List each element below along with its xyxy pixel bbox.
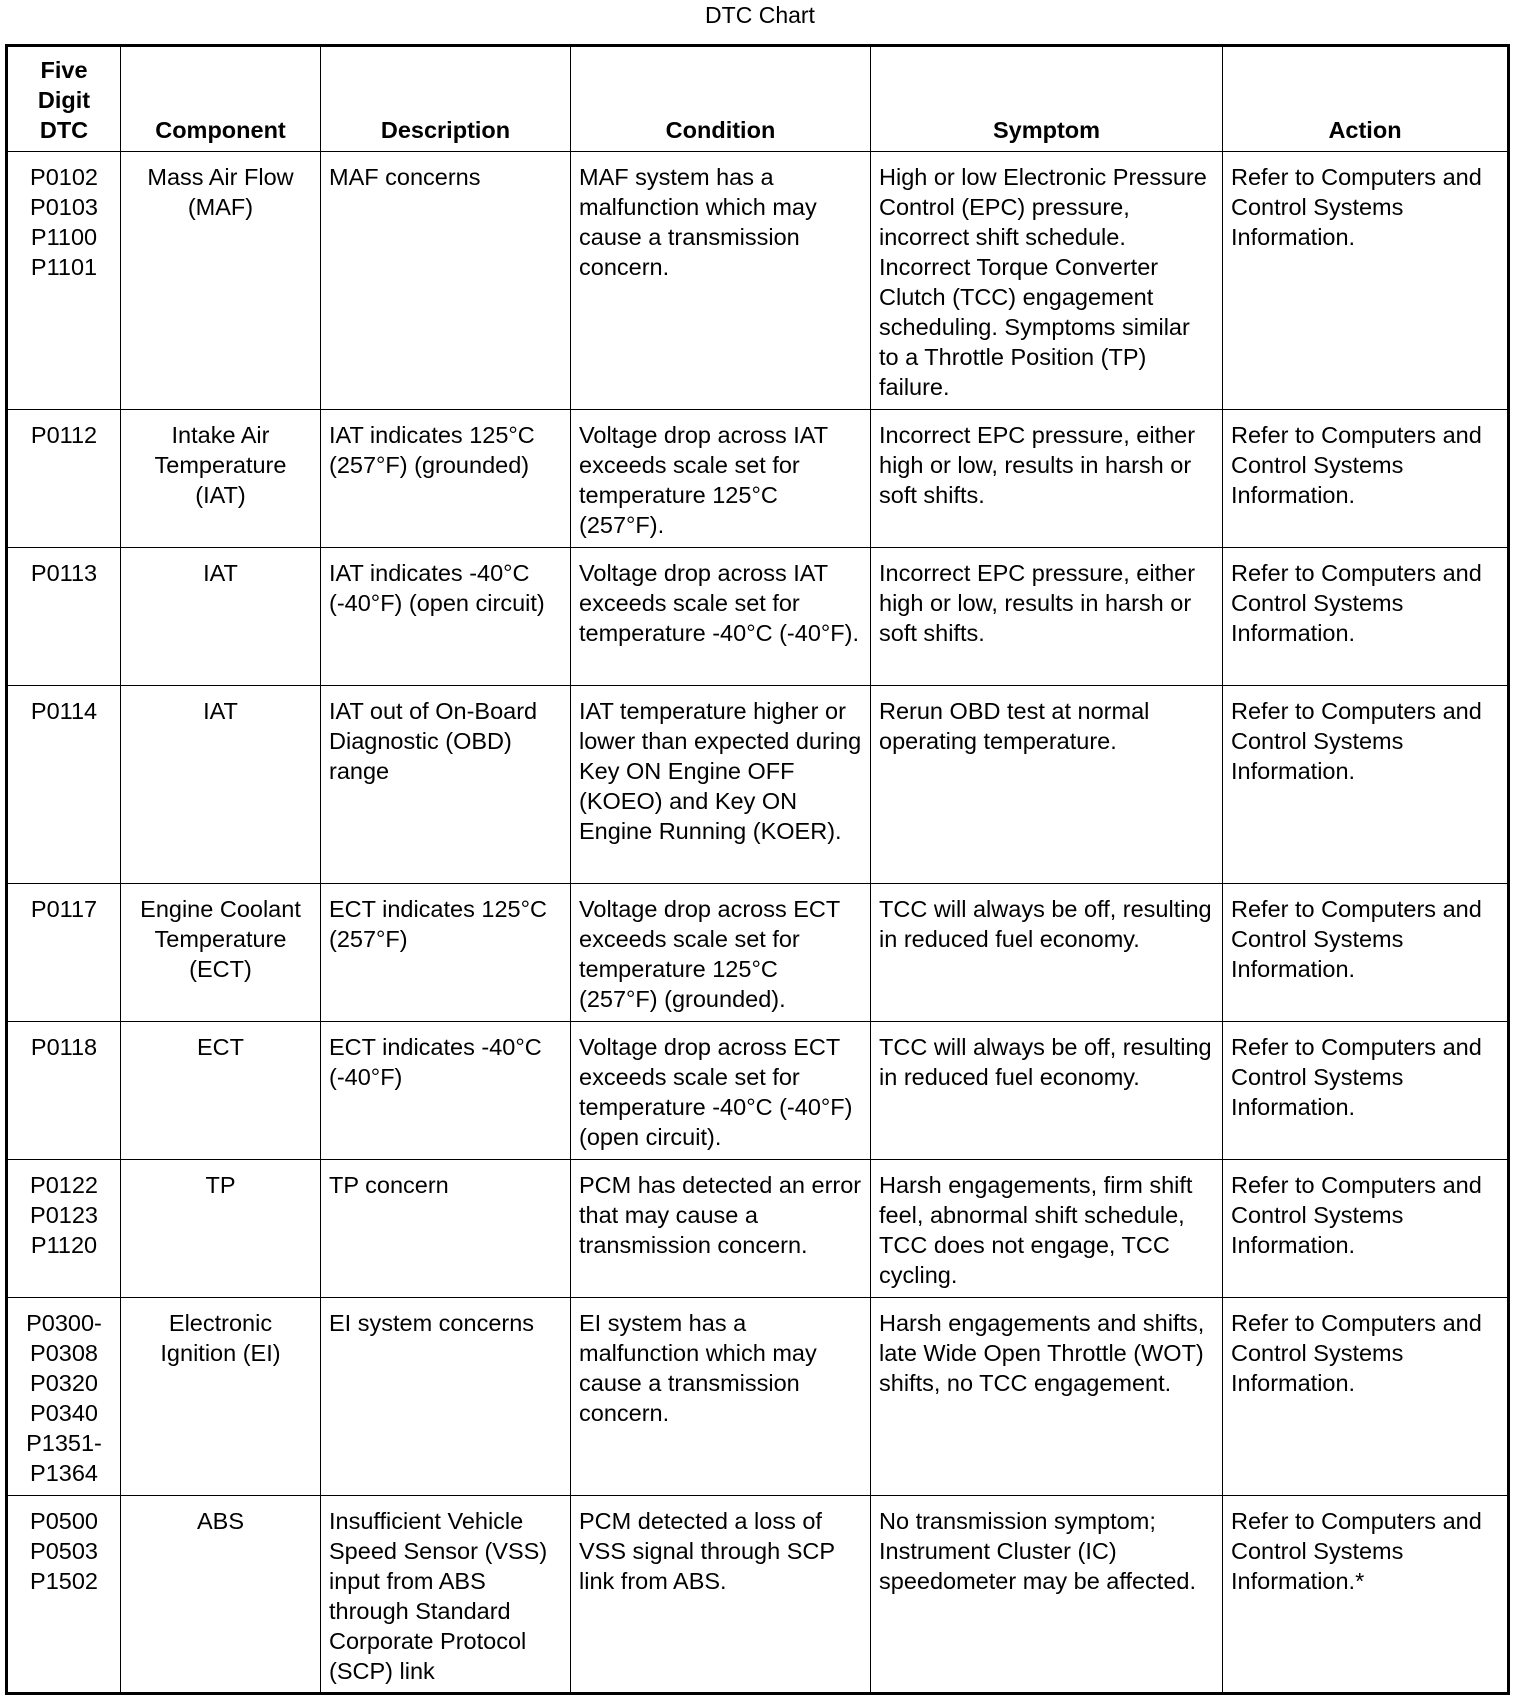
dtc-code-cell: P0112: [7, 410, 121, 548]
table-row: [7, 548, 1509, 686]
page-title: DTC Chart: [705, 2, 815, 28]
action-cell: Refer to Computers and Control Systems Information.: [1223, 686, 1509, 884]
condition-cell: Voltage drop across ECT exceeds scale set for temperature 125°C (257°F) (grounded).: [571, 884, 871, 1022]
dtc-code-cell: P0102 P0103 P1100 P1101: [7, 152, 121, 410]
component-cell: IAT: [121, 548, 321, 686]
action-cell: Refer to Computers and Control Systems Information.: [1223, 410, 1509, 548]
header-row: [7, 46, 1509, 152]
description-cell: ECT indicates 125°C (257°F): [321, 884, 571, 1022]
table-row: [7, 152, 1509, 410]
component-cell: ABS: [121, 1496, 321, 1694]
condition-cell: PCM has detected an error that may cause a transmission concern.: [571, 1160, 871, 1298]
action-cell: Refer to Computers and Control Systems Information.: [1223, 1160, 1509, 1298]
symptom-cell: TCC will always be off, resulting in reduced fuel economy.: [871, 1022, 1223, 1160]
description-cell: EI system concerns: [321, 1298, 571, 1496]
symptom-cell: Incorrect EPC pressure, either high or low, results in harsh or soft shifts.: [871, 410, 1223, 548]
dtc-code-cell: P0117: [7, 884, 121, 1022]
table-row: [7, 1298, 1509, 1496]
dtc-code-cell: P0500 P0503 P1502: [7, 1496, 121, 1694]
condition-cell: PCM detected a loss of VSS signal through SCP link from ABS.: [571, 1496, 871, 1694]
description-cell: TP concern: [321, 1160, 571, 1298]
table-row: [7, 884, 1509, 1022]
dtc-table: [5, 44, 1510, 1695]
description-cell: IAT indicates -40°C (-40°F) (open circuit): [321, 548, 571, 686]
table-row: [7, 410, 1509, 548]
symptom-cell: Harsh engagements, firm shift feel, abnormal shift schedule, TCC does not engage, TCC cycling.: [871, 1160, 1223, 1298]
header-description: Description: [321, 46, 571, 152]
condition-cell: Voltage drop across ECT exceeds scale set for temperature -40°C (-40°F) (open circuit).: [571, 1022, 871, 1160]
component-cell: Intake Air Temperature (IAT): [121, 410, 321, 548]
symptom-cell: Rerun OBD test at normal operating temperature.: [871, 686, 1223, 884]
symptom-cell: Incorrect EPC pressure, either high or low, results in harsh or soft shifts.: [871, 548, 1223, 686]
symptom-cell: No transmission symptom; Instrument Cluster (IC) speedometer may be affected.: [871, 1496, 1223, 1694]
dtc-code-cell: P0114: [7, 686, 121, 884]
component-cell: Engine Coolant Temperature (ECT): [121, 884, 321, 1022]
symptom-cell: TCC will always be off, resulting in reduced fuel economy.: [871, 884, 1223, 1022]
header-five-digit-dtc: Five Digit DTC: [7, 46, 121, 152]
condition-cell: MAF system has a malfunction which may cause a transmission concern.: [571, 152, 871, 410]
component-cell: ECT: [121, 1022, 321, 1160]
symptom-cell: Harsh engagements and shifts, late Wide Open Throttle (WOT) shifts, no TCC engagement.: [871, 1298, 1223, 1496]
condition-cell: Voltage drop across IAT exceeds scale set for temperature 125°C (257°F).: [571, 410, 871, 548]
description-cell: MAF concerns: [321, 152, 571, 410]
description-cell: Insufficient Vehicle Speed Sensor (VSS) input from ABS through Standard Corporate Protocol (SCP) link: [321, 1496, 571, 1694]
table-row: [7, 1022, 1509, 1160]
table-row: [7, 1160, 1509, 1298]
header-condition: Condition: [571, 46, 871, 152]
condition-cell: IAT temperature higher or lower than expected during Key ON Engine OFF (KOEO) and Key ON Engine Running (KOER).: [571, 686, 871, 884]
condition-cell: EI system has a malfunction which may cause a transmission concern.: [571, 1298, 871, 1496]
action-cell: Refer to Computers and Control Systems Information.: [1223, 1298, 1509, 1496]
header-symptom: Symptom: [871, 46, 1223, 152]
header-component: Component: [121, 46, 321, 152]
dtc-code-cell: P0300- P0308 P0320 P0340 P1351- P1364: [7, 1298, 121, 1496]
description-cell: IAT out of On-Board Diagnostic (OBD) range: [321, 686, 571, 884]
component-cell: IAT: [121, 686, 321, 884]
action-cell: Refer to Computers and Control Systems Information.: [1223, 1022, 1509, 1160]
action-cell: Refer to Computers and Control Systems Information.: [1223, 884, 1509, 1022]
dtc-code-cell: P0122 P0123 P1120: [7, 1160, 121, 1298]
description-cell: IAT indicates 125°C (257°F) (grounded): [321, 410, 571, 548]
component-cell: Electronic Ignition (EI): [121, 1298, 321, 1496]
table-row: [7, 686, 1509, 884]
dtc-code-cell: P0113: [7, 548, 121, 686]
condition-cell: Voltage drop across IAT exceeds scale set for temperature -40°C (-40°F).: [571, 548, 871, 686]
table-row: [7, 1496, 1509, 1694]
symptom-cell: High or low Electronic Pressure Control (EPC) pressure, incorrect shift schedule. Incorrect Torque Converter Clutch (TCC) engagement scheduling. Symptoms similar to a Throttle Position (TP) failure.: [871, 152, 1223, 410]
header-action: Action: [1223, 46, 1509, 152]
action-cell: Refer to Computers and Control Systems Information.*: [1223, 1496, 1509, 1694]
component-cell: Mass Air Flow (MAF): [121, 152, 321, 410]
component-cell: TP: [121, 1160, 321, 1298]
action-cell: Refer to Computers and Control Systems Information.: [1223, 548, 1509, 686]
dtc-code-cell: P0118: [7, 1022, 121, 1160]
action-cell: Refer to Computers and Control Systems Information.: [1223, 152, 1509, 410]
description-cell: ECT indicates -40°C (-40°F): [321, 1022, 571, 1160]
